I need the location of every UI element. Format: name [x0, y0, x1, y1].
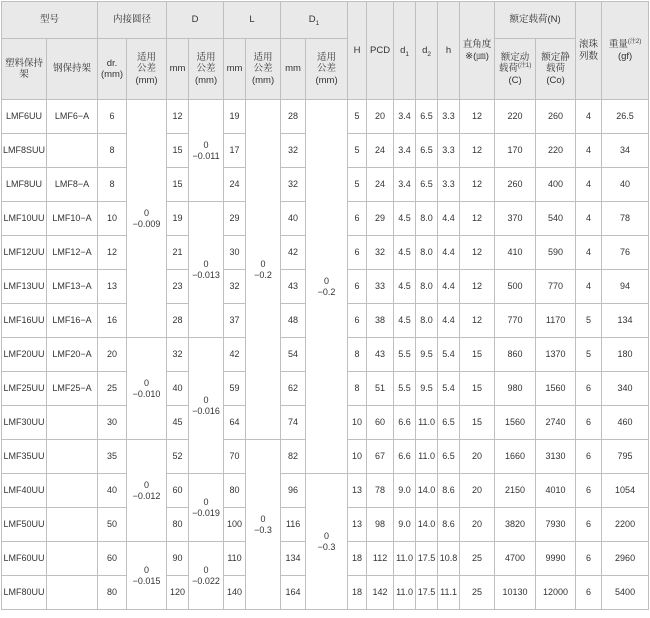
- h-cell: 8.6: [438, 474, 460, 508]
- L-cell: 110: [224, 542, 246, 576]
- header-steel-retainer: 钢保持架: [47, 39, 98, 100]
- weight-cell: 1054: [602, 474, 649, 508]
- dr-cell: 80: [98, 576, 127, 610]
- dynamic-load-cell: 10130: [495, 576, 536, 610]
- perpendicularity-cell: 20: [460, 440, 495, 474]
- dynamic-load-cell: 410: [495, 236, 536, 270]
- header-ball-rows: 滚珠 列数: [576, 2, 602, 100]
- dr-cell: 8: [98, 168, 127, 202]
- weight-cell: 134: [602, 304, 649, 338]
- plastic-model-cell: LMF12UU: [2, 236, 47, 270]
- h-cell: 3.3: [438, 168, 460, 202]
- weight-cell: 26.5: [602, 100, 649, 134]
- D1-cell: 43: [281, 270, 306, 304]
- L-cell: 70: [224, 440, 246, 474]
- dr-cell: 8: [98, 134, 127, 168]
- h-cell: 8.6: [438, 508, 460, 542]
- H-cell: 10: [348, 406, 367, 440]
- D-tolerance-cell: 0 −0.011: [189, 100, 224, 202]
- perpendicularity-cell: 12: [460, 168, 495, 202]
- D1-cell: 32: [281, 168, 306, 202]
- dynamic-load-cell: 1660: [495, 440, 536, 474]
- D-tolerance-cell: 0 −0.013: [189, 202, 224, 338]
- perpendicularity-cell: 20: [460, 474, 495, 508]
- plastic-model-cell: LMF16UU: [2, 304, 47, 338]
- PCD-cell: 67: [367, 440, 394, 474]
- H-cell: 18: [348, 542, 367, 576]
- H-cell: 10: [348, 440, 367, 474]
- dr-cell: 6: [98, 100, 127, 134]
- dr-cell: 30: [98, 406, 127, 440]
- weight-cell: 94: [602, 270, 649, 304]
- dr-cell: 40: [98, 474, 127, 508]
- static-load-cell: 9990: [536, 542, 576, 576]
- static-load-cell: 770: [536, 270, 576, 304]
- table-header: [2, 2, 649, 100]
- d1-cell: 11.0: [394, 542, 416, 576]
- header-PCD: PCD: [367, 2, 394, 100]
- static-load-cell: 12000: [536, 576, 576, 610]
- L-cell: 32: [224, 270, 246, 304]
- L-cell: 140: [224, 576, 246, 610]
- d1-cell: 11.0: [394, 576, 416, 610]
- d1-cell: 4.5: [394, 270, 416, 304]
- D1-cell: 134: [281, 542, 306, 576]
- L-tolerance-cell: 0 −0.3: [246, 440, 281, 610]
- L-cell: 64: [224, 406, 246, 440]
- perpendicularity-cell: 12: [460, 134, 495, 168]
- header-dynamic-load: 额定动 载荷$^{(注1)}$ (C): [495, 39, 536, 100]
- ball-rows-cell: 4: [576, 236, 602, 270]
- d2-cell: 8.0: [416, 270, 438, 304]
- D-cell: 15: [167, 168, 189, 202]
- steel-model-cell: LMF10−A: [47, 202, 98, 236]
- perpendicularity-cell: 12: [460, 270, 495, 304]
- PCD-cell: 24: [367, 168, 394, 202]
- weight-cell: 40: [602, 168, 649, 202]
- H-cell: 8: [348, 338, 367, 372]
- H-cell: 6: [348, 202, 367, 236]
- h-cell: 6.5: [438, 406, 460, 440]
- steel-model-cell: LMF20−A: [47, 338, 98, 372]
- D-tolerance-cell: 0 −0.019: [189, 474, 224, 542]
- D-cell: 12: [167, 100, 189, 134]
- d2-cell: 14.0: [416, 474, 438, 508]
- h-cell: 4.4: [438, 202, 460, 236]
- H-cell: 6: [348, 270, 367, 304]
- table-row: [2, 474, 649, 508]
- dr-cell: 25: [98, 372, 127, 406]
- h-cell: 4.4: [438, 304, 460, 338]
- H-cell: 13: [348, 508, 367, 542]
- PCD-cell: 112: [367, 542, 394, 576]
- d2-cell: 17.5: [416, 542, 438, 576]
- PCD-cell: 60: [367, 406, 394, 440]
- h-cell: 3.3: [438, 100, 460, 134]
- perpendicularity-cell: 15: [460, 406, 495, 440]
- d1-cell: 6.6: [394, 440, 416, 474]
- ball-rows-cell: 4: [576, 202, 602, 236]
- d1-cell: 3.4: [394, 168, 416, 202]
- d1-cell: 9.0: [394, 508, 416, 542]
- D1-tolerance-cell: 0 −0.2: [306, 100, 348, 474]
- steel-model-cell: LMF16−A: [47, 304, 98, 338]
- static-load-cell: 2740: [536, 406, 576, 440]
- table-body: [2, 100, 649, 610]
- weight-cell: 180: [602, 338, 649, 372]
- perpendicularity-cell: 12: [460, 236, 495, 270]
- d1-cell: 5.5: [394, 372, 416, 406]
- L-cell: 30: [224, 236, 246, 270]
- PCD-cell: 78: [367, 474, 394, 508]
- dynamic-load-cell: 500: [495, 270, 536, 304]
- d2-cell: 8.0: [416, 202, 438, 236]
- header-D1-tolerance: 适用 公差 (mm): [306, 39, 348, 100]
- plastic-model-cell: LMF6UU: [2, 100, 47, 134]
- ball-rows-cell: 4: [576, 100, 602, 134]
- perpendicularity-cell: 25: [460, 542, 495, 576]
- ball-rows-cell: 4: [576, 168, 602, 202]
- ball-rows-cell: 5: [576, 304, 602, 338]
- ball-rows-cell: 6: [576, 406, 602, 440]
- steel-model-cell: [47, 474, 98, 508]
- header-weight: 重量$^{(注2)}$ (gf): [602, 2, 649, 100]
- d1-cell: 4.5: [394, 304, 416, 338]
- H-cell: 6: [348, 236, 367, 270]
- D1-cell: 42: [281, 236, 306, 270]
- static-load-cell: 1560: [536, 372, 576, 406]
- steel-model-cell: [47, 508, 98, 542]
- D-cell: 32: [167, 338, 189, 372]
- L-cell: 59: [224, 372, 246, 406]
- H-cell: 13: [348, 474, 367, 508]
- perpendicularity-cell: 15: [460, 372, 495, 406]
- dr-cell: 20: [98, 338, 127, 372]
- d2-cell: 9.5: [416, 338, 438, 372]
- weight-cell: 2200: [602, 508, 649, 542]
- L-cell: 37: [224, 304, 246, 338]
- d2-cell: 9.5: [416, 372, 438, 406]
- ball-rows-cell: 6: [576, 440, 602, 474]
- L-tolerance-cell: 0 −0.2: [246, 100, 281, 440]
- weight-cell: 340: [602, 372, 649, 406]
- h-cell: 4.4: [438, 270, 460, 304]
- dynamic-load-cell: 770: [495, 304, 536, 338]
- static-load-cell: 540: [536, 202, 576, 236]
- d1-cell: 5.5: [394, 338, 416, 372]
- dynamic-load-cell: 1560: [495, 406, 536, 440]
- plastic-model-cell: LMF40UU: [2, 474, 47, 508]
- d2-cell: 17.5: [416, 576, 438, 610]
- D-cell: 120: [167, 576, 189, 610]
- header-L: L: [224, 2, 281, 39]
- ball-rows-cell: 6: [576, 474, 602, 508]
- ball-rows-cell: 6: [576, 372, 602, 406]
- H-cell: 18: [348, 576, 367, 610]
- dynamic-load-cell: 170: [495, 134, 536, 168]
- dr-cell: 35: [98, 440, 127, 474]
- H-cell: 5: [348, 134, 367, 168]
- static-load-cell: 220: [536, 134, 576, 168]
- d1-cell: 4.5: [394, 236, 416, 270]
- D-cell: 52: [167, 440, 189, 474]
- H-cell: 6: [348, 304, 367, 338]
- D1-cell: 40: [281, 202, 306, 236]
- ball-rows-cell: 4: [576, 270, 602, 304]
- D1-cell: 28: [281, 100, 306, 134]
- H-cell: 8: [348, 372, 367, 406]
- header-perpendicularity: 直角度 ※(㎛): [460, 2, 495, 100]
- table-row: [2, 100, 649, 134]
- dr-tolerance-cell: 0 −0.009: [127, 100, 167, 338]
- ball-rows-cell: 6: [576, 576, 602, 610]
- h-cell: 5.4: [438, 372, 460, 406]
- ball-rows-cell: 6: [576, 542, 602, 576]
- D-cell: 28: [167, 304, 189, 338]
- weight-cell: 460: [602, 406, 649, 440]
- plastic-model-cell: LMF8SUU: [2, 134, 47, 168]
- header-L-mm: mm: [224, 39, 246, 100]
- plastic-model-cell: LMF35UU: [2, 440, 47, 474]
- L-cell: 80: [224, 474, 246, 508]
- header-dr-tolerance: 适用 公差 (mm): [127, 39, 167, 100]
- D-cell: 23: [167, 270, 189, 304]
- static-load-cell: 4010: [536, 474, 576, 508]
- weight-cell: 78: [602, 202, 649, 236]
- plastic-model-cell: LMF20UU: [2, 338, 47, 372]
- d1-cell: 4.5: [394, 202, 416, 236]
- h-cell: 5.4: [438, 338, 460, 372]
- dr-cell: 60: [98, 542, 127, 576]
- static-load-cell: 590: [536, 236, 576, 270]
- d2-cell: 14.0: [416, 508, 438, 542]
- dr-cell: 10: [98, 202, 127, 236]
- H-cell: 5: [348, 168, 367, 202]
- steel-model-cell: LMF25−A: [47, 372, 98, 406]
- d1-cell: 3.4: [394, 134, 416, 168]
- D1-cell: 48: [281, 304, 306, 338]
- plastic-model-cell: LMF25UU: [2, 372, 47, 406]
- perpendicularity-cell: 12: [460, 304, 495, 338]
- steel-model-cell: LMF12−A: [47, 236, 98, 270]
- plastic-model-cell: LMF10UU: [2, 202, 47, 236]
- d2-cell: 8.0: [416, 236, 438, 270]
- h-cell: 6.5: [438, 440, 460, 474]
- dynamic-load-cell: 3820: [495, 508, 536, 542]
- PCD-cell: 98: [367, 508, 394, 542]
- steel-model-cell: LMF13−A: [47, 270, 98, 304]
- steel-model-cell: [47, 576, 98, 610]
- D-tolerance-cell: 0 −0.016: [189, 338, 224, 474]
- PCD-cell: 51: [367, 372, 394, 406]
- dynamic-load-cell: 260: [495, 168, 536, 202]
- d2-cell: 6.5: [416, 100, 438, 134]
- ball-rows-cell: 6: [576, 508, 602, 542]
- header-D1-mm: mm: [281, 39, 306, 100]
- plastic-model-cell: LMF50UU: [2, 508, 47, 542]
- L-cell: 24: [224, 168, 246, 202]
- steel-model-cell: [47, 440, 98, 474]
- PCD-cell: 24: [367, 134, 394, 168]
- plastic-model-cell: LMF30UU: [2, 406, 47, 440]
- PCD-cell: 32: [367, 236, 394, 270]
- dynamic-load-cell: 980: [495, 372, 536, 406]
- header-plastic-retainer: 塑料保持架: [2, 39, 47, 100]
- D1-cell: 62: [281, 372, 306, 406]
- h-cell: 4.4: [438, 236, 460, 270]
- dr-cell: 12: [98, 236, 127, 270]
- D-cell: 19: [167, 202, 189, 236]
- D1-cell: 74: [281, 406, 306, 440]
- D-cell: 60: [167, 474, 189, 508]
- static-load-cell: 3130: [536, 440, 576, 474]
- PCD-cell: 20: [367, 100, 394, 134]
- weight-cell: 795: [602, 440, 649, 474]
- steel-model-cell: LMF6−A: [47, 100, 98, 134]
- D1-cell: 164: [281, 576, 306, 610]
- ball-rows-cell: 4: [576, 134, 602, 168]
- weight-cell: 5400: [602, 576, 649, 610]
- perpendicularity-cell: 25: [460, 576, 495, 610]
- D1-cell: 116: [281, 508, 306, 542]
- PCD-cell: 38: [367, 304, 394, 338]
- header-D1: $D_1$: [281, 2, 348, 39]
- d2-cell: 8.0: [416, 304, 438, 338]
- header-D: D: [167, 2, 224, 39]
- dr-tolerance-cell: 0 −0.015: [127, 542, 167, 610]
- header-dr: dr. (mm): [98, 39, 127, 100]
- steel-model-cell: [47, 406, 98, 440]
- D1-cell: 96: [281, 474, 306, 508]
- static-load-cell: 260: [536, 100, 576, 134]
- plastic-model-cell: LMF60UU: [2, 542, 47, 576]
- PCD-cell: 142: [367, 576, 394, 610]
- PCD-cell: 33: [367, 270, 394, 304]
- PCD-cell: 29: [367, 202, 394, 236]
- plastic-model-cell: LMF13UU: [2, 270, 47, 304]
- ball-rows-cell: 5: [576, 338, 602, 372]
- D-cell: 15: [167, 134, 189, 168]
- steel-model-cell: [47, 542, 98, 576]
- perpendicularity-cell: 12: [460, 100, 495, 134]
- plastic-model-cell: LMF80UU: [2, 576, 47, 610]
- weight-cell: 34: [602, 134, 649, 168]
- D1-tolerance-cell: 0 −0.3: [306, 474, 348, 610]
- L-cell: 19: [224, 100, 246, 134]
- weight-cell: 2960: [602, 542, 649, 576]
- dynamic-load-cell: 860: [495, 338, 536, 372]
- D-cell: 80: [167, 508, 189, 542]
- d1-cell: 6.6: [394, 406, 416, 440]
- perpendicularity-cell: 15: [460, 338, 495, 372]
- D-cell: 45: [167, 406, 189, 440]
- header-D-tolerance: 适用 公差 (mm): [189, 39, 224, 100]
- perpendicularity-cell: 20: [460, 508, 495, 542]
- d2-cell: 11.0: [416, 440, 438, 474]
- header-L-tolerance: 适用 公差 (mm): [246, 39, 281, 100]
- static-load-cell: 400: [536, 168, 576, 202]
- static-load-cell: 7930: [536, 508, 576, 542]
- dr-cell: 13: [98, 270, 127, 304]
- L-cell: 29: [224, 202, 246, 236]
- header-d1: $d_1$: [394, 2, 416, 100]
- plastic-model-cell: LMF8UU: [2, 168, 47, 202]
- header-d2: $d_2$: [416, 2, 438, 100]
- h-cell: 3.3: [438, 134, 460, 168]
- dr-tolerance-cell: 0 −0.012: [127, 440, 167, 542]
- D1-cell: 32: [281, 134, 306, 168]
- header-D-mm: mm: [167, 39, 189, 100]
- header-H: H: [348, 2, 367, 100]
- d2-cell: 6.5: [416, 134, 438, 168]
- perpendicularity-cell: 12: [460, 202, 495, 236]
- h-cell: 11.1: [438, 576, 460, 610]
- L-cell: 17: [224, 134, 246, 168]
- L-cell: 42: [224, 338, 246, 372]
- static-load-cell: 1170: [536, 304, 576, 338]
- L-cell: 100: [224, 508, 246, 542]
- header-model: 型号: [2, 2, 98, 39]
- d1-cell: 9.0: [394, 474, 416, 508]
- D1-cell: 82: [281, 440, 306, 474]
- dynamic-load-cell: 370: [495, 202, 536, 236]
- steel-model-cell: [47, 134, 98, 168]
- header-rated-load: 额定载荷(N): [495, 2, 576, 39]
- dynamic-load-cell: 4700: [495, 542, 536, 576]
- D1-cell: 54: [281, 338, 306, 372]
- dr-cell: 16: [98, 304, 127, 338]
- d2-cell: 11.0: [416, 406, 438, 440]
- D-cell: 90: [167, 542, 189, 576]
- static-load-cell: 1370: [536, 338, 576, 372]
- weight-cell: 76: [602, 236, 649, 270]
- dynamic-load-cell: 220: [495, 100, 536, 134]
- D-cell: 21: [167, 236, 189, 270]
- H-cell: 5: [348, 100, 367, 134]
- h-cell: 10.8: [438, 542, 460, 576]
- PCD-cell: 43: [367, 338, 394, 372]
- header-static-load: 额定静 载荷 (Co): [536, 39, 576, 100]
- dr-cell: 50: [98, 508, 127, 542]
- header-inscribed-diameter: 内接圆径: [98, 2, 167, 39]
- d2-cell: 6.5: [416, 168, 438, 202]
- steel-model-cell: LMF8−A: [47, 168, 98, 202]
- D-tolerance-cell: 0 −0.022: [189, 542, 224, 610]
- dynamic-load-cell: 2150: [495, 474, 536, 508]
- d1-cell: 3.4: [394, 100, 416, 134]
- D-cell: 40: [167, 372, 189, 406]
- dr-tolerance-cell: 0 −0.010: [127, 338, 167, 440]
- spec-table: [1, 1, 649, 610]
- header-h: h: [438, 2, 460, 100]
